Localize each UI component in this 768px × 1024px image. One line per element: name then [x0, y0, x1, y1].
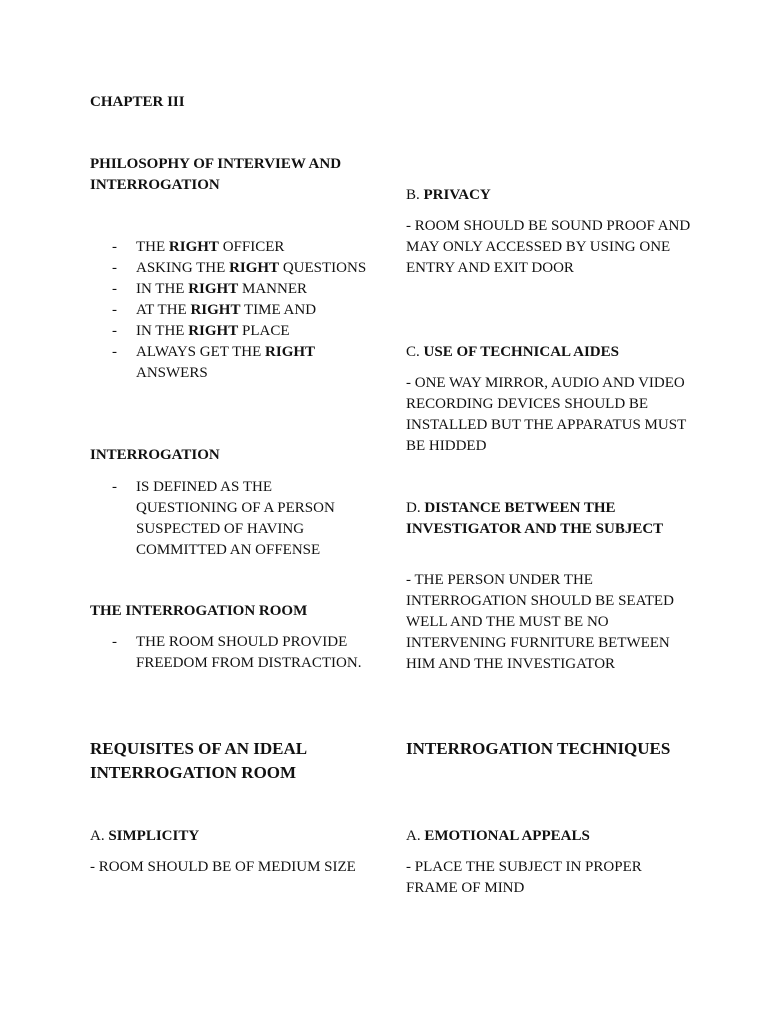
interrogation-definition: IS DEFINED AS THE QUESTIONING OF A PERSON SUSPECTED OF HAVING COMMITTED AN OFFENSE: [136, 479, 335, 558]
technical-aides-heading: C. USE OF TECHNICAL AIDES: [406, 344, 619, 360]
interrogation-definition-list: [90, 477, 375, 561]
list-item: [90, 477, 375, 561]
dash-bullet: -: [112, 479, 117, 495]
interrogation-room-list: [90, 632, 375, 674]
requisites-heading: REQUISITES OF AN IDEAL INTERROGATION ROOM: [90, 739, 307, 782]
simplicity-text: - ROOM SHOULD BE OF MEDIUM SIZE: [90, 859, 356, 875]
rights-list: [90, 237, 375, 384]
privacy-text: - ROOM SHOULD BE SOUND PROOF AND MAY ONLY ACCESSED BY USING ONE ENTRY AND EXIT DOOR: [406, 218, 691, 276]
list-item: - ASKING THE RIGHT QUESTIONS: [90, 258, 375, 279]
interrogation-room-text: THE ROOM SHOULD PROVIDE FREEDOM FROM DISTRACTION.: [136, 634, 362, 671]
dash-bullet: -: [112, 323, 117, 339]
distance-heading: D. DISTANCE BETWEEN THE INVESTIGATOR AND THE SUBJECT: [406, 500, 664, 537]
dash-bullet: -: [112, 634, 117, 650]
philosophy-heading: PHILOSOPHY OF INTERVIEW AND INTERROGATION: [90, 156, 342, 193]
privacy-heading: B. PRIVACY: [406, 187, 491, 203]
list-item: [90, 632, 375, 674]
interrogation-heading: INTERROGATION: [90, 447, 220, 463]
techniques-heading: INTERROGATION TECHNIQUES: [406, 739, 671, 758]
list-item: - ALWAYS GET THE RIGHT ANSWERS: [112, 344, 316, 381]
list-item: - IN THE RIGHT PLACE: [90, 321, 375, 342]
list-item: - IN THE RIGHT MANNER: [90, 279, 375, 300]
emotional-appeals-heading: A. EMOTIONAL APPEALS: [406, 828, 590, 844]
dash-bullet: -: [112, 260, 117, 276]
technical-aides-text: - ONE WAY MIRROR, AUDIO AND VIDEO RECORDING DEVICES SHOULD BE INSTALLED BUT THE APPARATUS MUST BE HIDDED: [406, 375, 686, 454]
list-item: - AT THE RIGHT TIME AND: [90, 300, 375, 321]
simplicity-heading: A. SIMPLICITY: [90, 828, 200, 844]
list-item: - THE RIGHT OFFICER: [90, 237, 375, 258]
dash-bullet: -: [112, 344, 117, 360]
chapter-title: CHAPTER III: [90, 94, 185, 110]
dash-bullet: -: [112, 239, 117, 255]
dash-bullet: -: [112, 281, 117, 297]
emotional-appeals-text: - PLACE THE SUBJECT IN PROPER FRAME OF MIND: [406, 859, 642, 896]
distance-text: - THE PERSON UNDER THE INTERROGATION SHOULD BE SEATED WELL AND THE MUST BE NO INTERVENING FURNITURE BETWEEN HIM AND THE INVESTIGATOR: [406, 572, 674, 672]
dash-bullet: -: [112, 302, 117, 318]
interrogation-room-heading: THE INTERROGATION ROOM: [90, 603, 308, 619]
